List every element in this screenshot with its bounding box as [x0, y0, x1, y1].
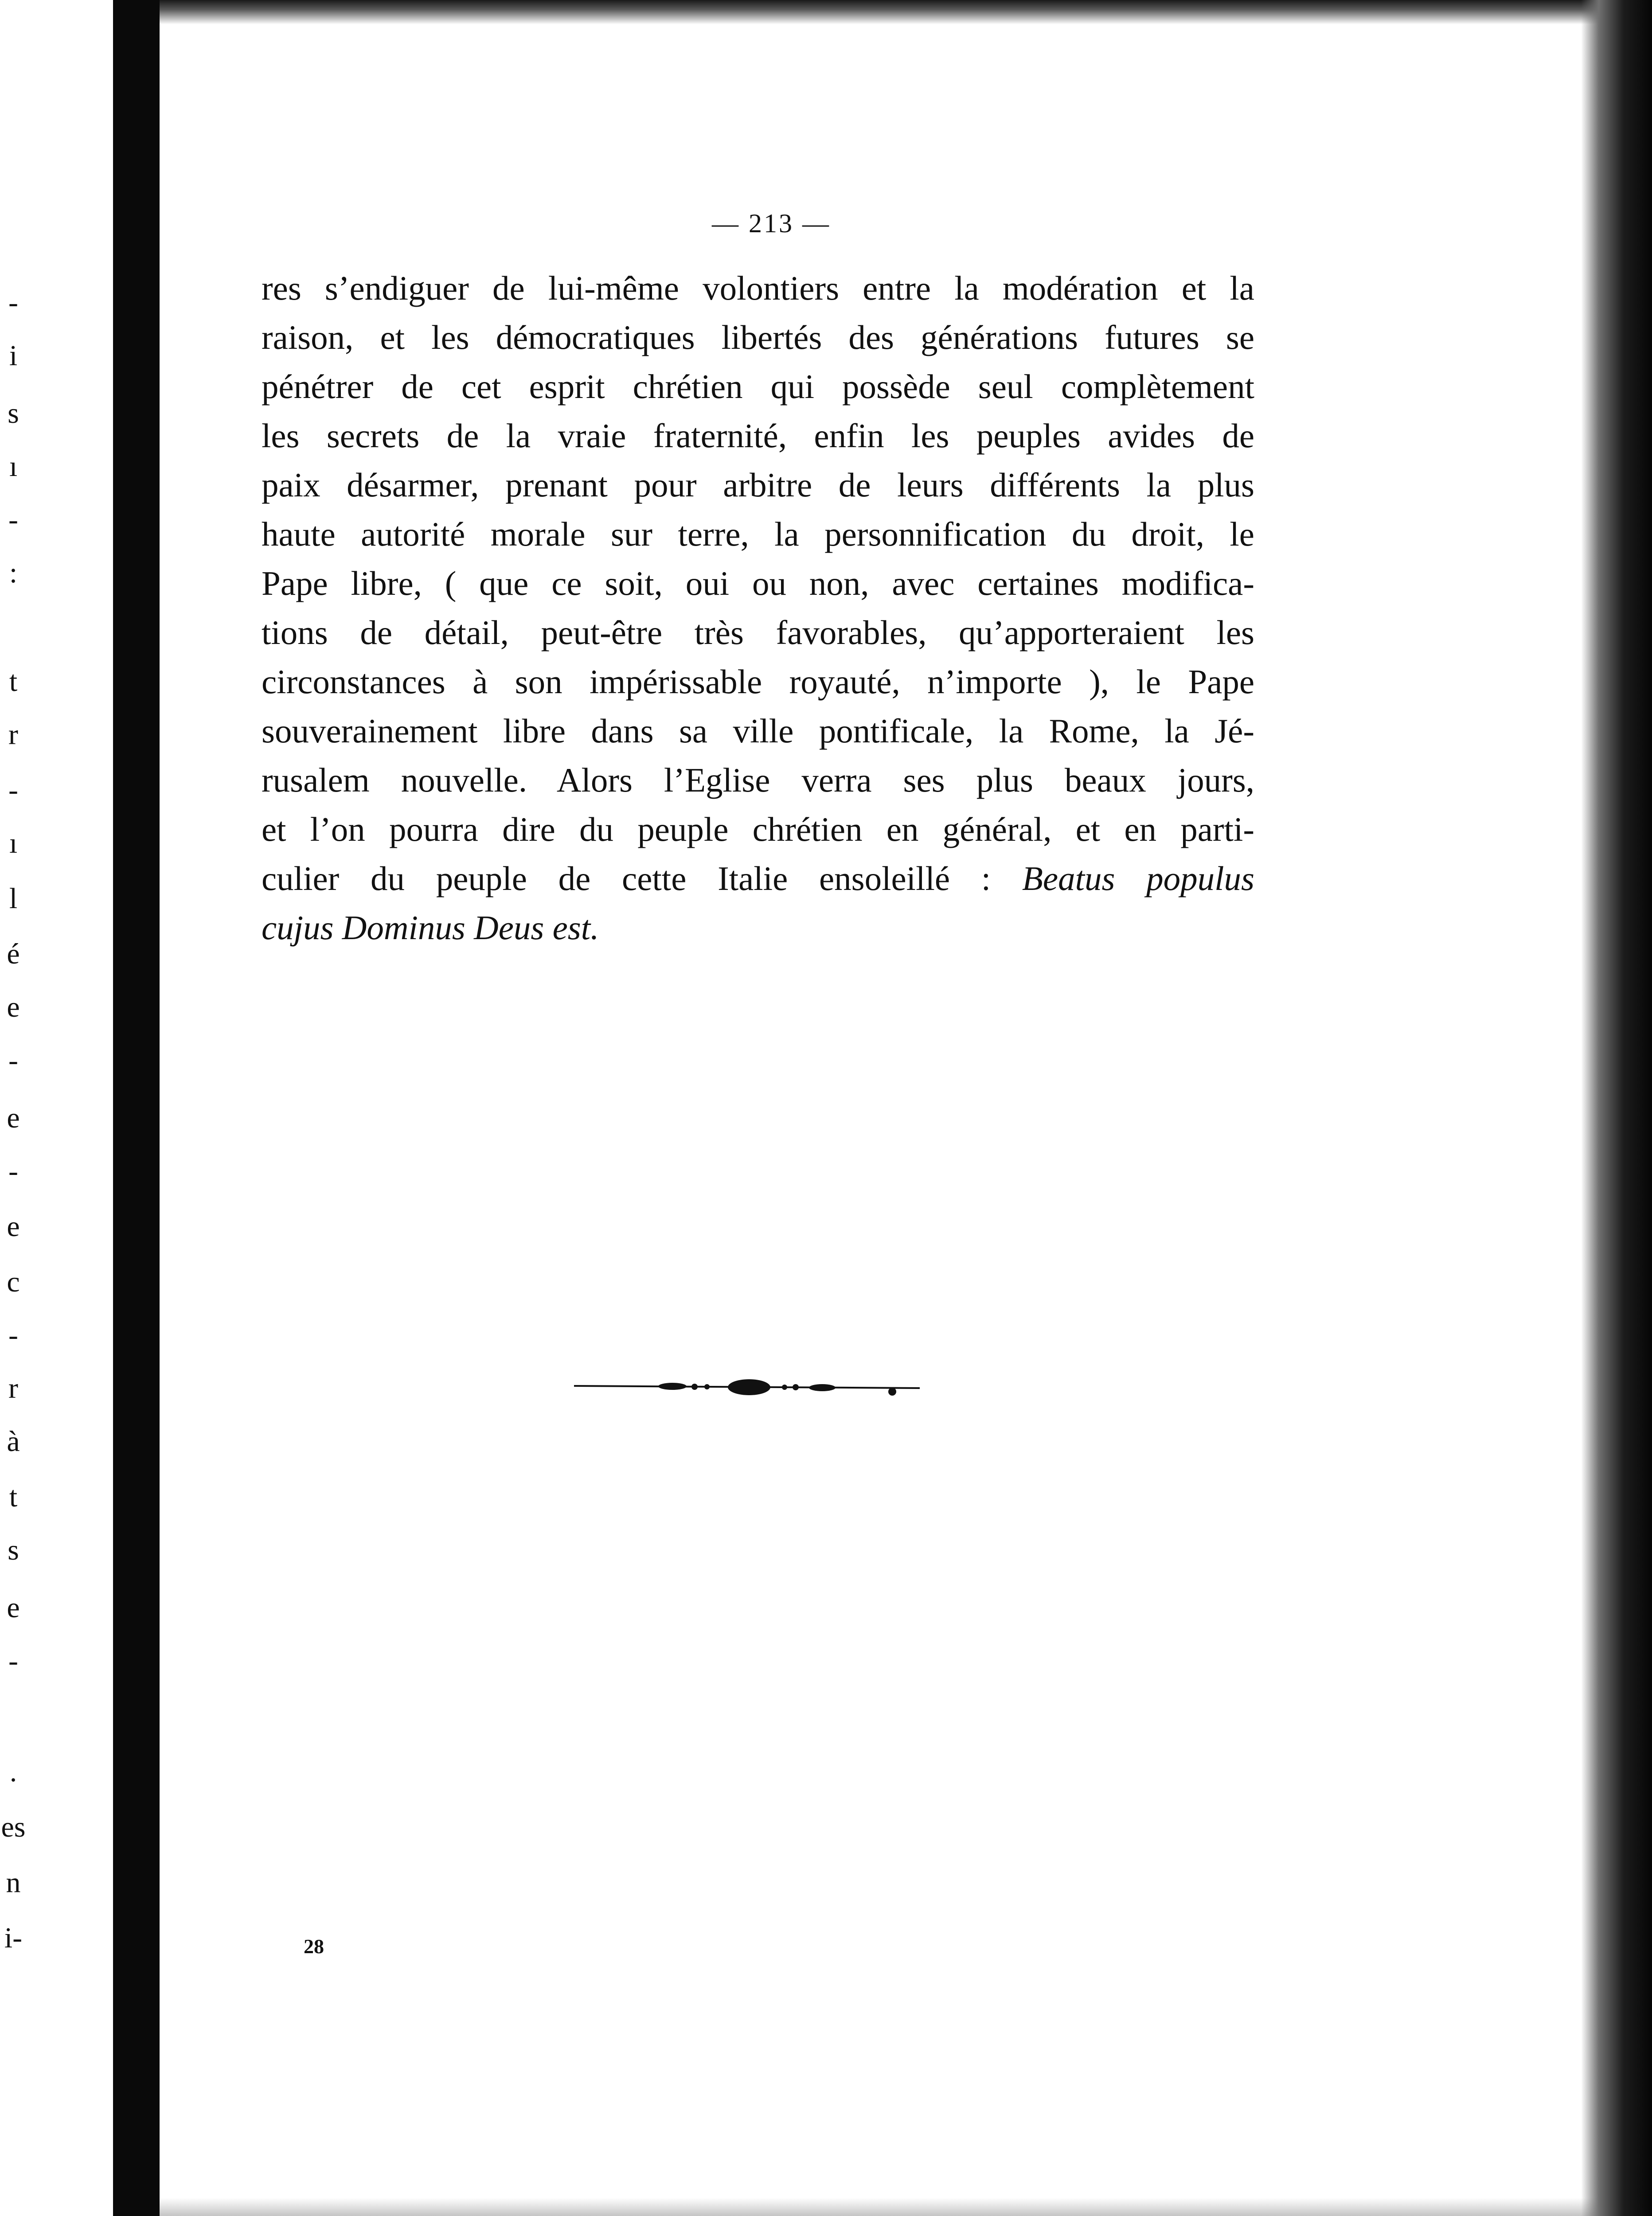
scan-top-edge — [160, 0, 1652, 24]
text-segment: et l’on pourra dire du peuple chrétien en général, et en parti- — [262, 810, 1254, 848]
text-segment: souverainement libre dans sa ville pontificale, la Rome, la Jé- — [262, 712, 1254, 750]
left-page-char: es — [1, 1811, 26, 1843]
left-page-char: i — [9, 339, 18, 372]
left-page-char: l — [9, 882, 18, 915]
left-page-char: : — [9, 557, 18, 589]
left-page-char: s — [8, 1534, 19, 1566]
left-page-char: . — [9, 1756, 17, 1788]
left-page-char: n — [6, 1866, 21, 1899]
text-segment: raison, et les démocratiques libertés des générations futures se — [262, 318, 1254, 356]
text-segment: rusalem nouvelle. Alors l’Eglise verra ses plus beaux jours, — [262, 761, 1254, 799]
book-gutter-shadow — [113, 0, 160, 2216]
text-segment: circonstances à son impérissable royauté, n’importe ), le Pape — [262, 663, 1254, 701]
left-page-char: t — [9, 1481, 18, 1513]
body-text — [262, 264, 1254, 952]
text-segment: tions de détail, peut-être très favorables, qu’apporteraient les — [262, 613, 1254, 652]
text-line — [262, 460, 1254, 510]
left-page-char: à — [7, 1425, 20, 1458]
text-line — [262, 854, 1254, 903]
left-page-char: e — [7, 1210, 20, 1243]
text-line — [262, 657, 1254, 706]
text-segment: paix désarmer, prenant pour arbitre de leurs différents la plus — [262, 466, 1254, 504]
text-line — [262, 264, 1254, 313]
left-page-fragment — [0, 0, 113, 2216]
latin-quote: cujus Dominus Deus est. — [262, 909, 599, 947]
left-page-char: - — [8, 1155, 18, 1187]
text-segment: pénétrer de cet esprit chrétien qui possède seul complètement — [262, 367, 1254, 406]
left-page-char: i- — [4, 1922, 23, 1954]
text-line — [262, 706, 1254, 756]
text-line — [262, 805, 1254, 854]
left-page-char: - — [8, 503, 18, 536]
page-number: — 213 — — [712, 209, 831, 238]
left-page-char: e — [7, 1592, 20, 1624]
left-page-char: r — [8, 718, 18, 751]
text-line — [262, 903, 1254, 952]
text-line — [262, 608, 1254, 657]
text-segment: res s’endiguer de lui-même volontiers entre la modération et la — [262, 269, 1254, 307]
left-page-char: t — [9, 665, 18, 698]
left-page-char: s — [8, 397, 19, 429]
scan-bottom-edge — [160, 2198, 1652, 2216]
left-page-char: c — [7, 1266, 20, 1298]
text-segment: haute autorité morale sur terre, la personnification du droit, le — [262, 515, 1254, 553]
text-line — [262, 510, 1254, 559]
text-line — [262, 559, 1254, 608]
latin-quote: Beatus populus — [1022, 859, 1254, 897]
left-page-char: - — [8, 1645, 18, 1677]
ornament-divider — [574, 1376, 924, 1398]
text-line — [262, 756, 1254, 805]
left-page-char: e — [7, 991, 20, 1023]
text-segment: Pape libre, ( que ce soit, oui ou non, avec certaines modifica- — [262, 564, 1254, 602]
left-page-char: - — [8, 286, 18, 319]
text-segment: les secrets de la vraie fraternité, enfin les peuples avides de — [262, 417, 1254, 455]
left-page-char: - — [8, 1319, 18, 1351]
left-page-char: - — [8, 774, 18, 806]
left-page-char: e — [7, 1102, 20, 1134]
signature-mark: 28 — [304, 1935, 324, 1958]
text-line — [262, 411, 1254, 460]
text-line — [262, 313, 1254, 362]
left-page-char: ı — [9, 827, 18, 859]
left-page-char: - — [8, 1044, 18, 1077]
scan-right-edge — [1581, 0, 1652, 2216]
left-page-char: é — [7, 938, 20, 970]
text-line — [262, 362, 1254, 411]
left-page-char: ı — [9, 450, 18, 483]
left-page-char: r — [8, 1372, 18, 1405]
text-segment: culier du peuple de cette Italie ensoleillé : — [262, 859, 1022, 897]
